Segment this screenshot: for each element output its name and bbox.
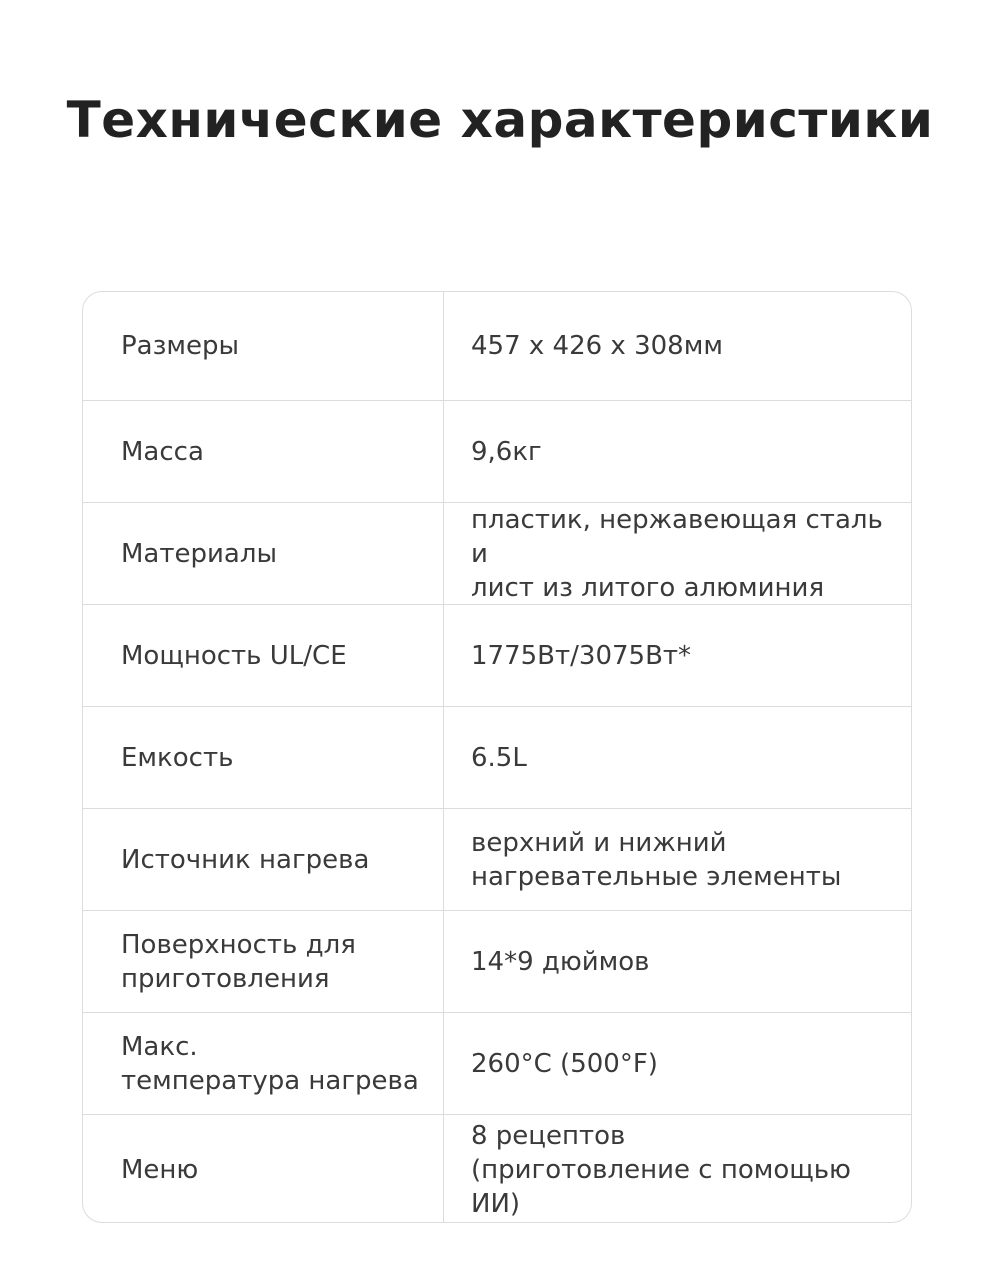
specifications-table [82,291,912,1223]
spec-value-line: верхний и нижний [471,827,727,858]
spec-value [443,329,911,363]
spec-row-max-temperature [83,1013,911,1115]
spec-row-menu [83,1115,911,1223]
spec-label-line: Поверхность для [121,929,356,960]
spec-row-weight [83,401,911,503]
spec-row-dimensions [83,292,911,401]
spec-label [83,537,443,571]
spec-label-line: Меню [121,1154,199,1185]
spec-label [83,928,443,996]
spec-label-line: Макс. [121,1031,198,1062]
spec-value-line: нагревательные элементы [471,861,842,892]
spec-row-power [83,605,911,707]
page-title: Технические характеристики [66,91,934,149]
spec-value-line: 9,6кг [471,436,542,467]
spec-value [443,639,911,673]
spec-label-line: Масса [121,436,204,467]
spec-label-line: Материалы [121,538,277,569]
spec-value [443,1119,911,1221]
spec-value [443,826,911,894]
spec-label-line: Источник нагрева [121,844,370,875]
spec-label-line: Мощность UL/CE [121,640,347,671]
spec-label-line: Емкость [121,742,234,773]
spec-value-line: 260°C (500°F) [471,1048,658,1079]
spec-row-materials [83,503,911,605]
spec-label [83,639,443,673]
spec-label [83,329,443,363]
spec-label-line: Размеры [121,331,240,361]
spec-value-line: 8 рецептов [471,1120,626,1151]
spec-value-line: (приготовление с помощью ИИ) [471,1154,851,1219]
spec-label [83,1153,443,1187]
spec-label [83,741,443,775]
spec-value [443,741,911,775]
spec-value-line: 457 x 426 x 308мм [471,331,723,361]
spec-row-heat-source [83,809,911,911]
spec-value [443,435,911,469]
spec-value-line: 14*9 дюймов [471,946,650,977]
spec-row-cooking-surface [83,911,911,1013]
spec-value [443,503,911,605]
spec-value-line: лист из литого алюминия [471,572,825,603]
spec-label [83,1030,443,1098]
spec-value [443,1047,911,1081]
spec-value [443,945,911,979]
spec-value-line: 6.5L [471,742,527,773]
spec-row-capacity [83,707,911,809]
spec-label-line: приготовления [121,963,330,994]
spec-label [83,435,443,469]
spec-value-line: пластик, нержавеющая сталь и [471,504,883,569]
spec-label-line: температура нагрева [121,1065,419,1096]
spec-label [83,843,443,877]
spec-value-line: 1775Вт/3075Вт* [471,640,692,671]
